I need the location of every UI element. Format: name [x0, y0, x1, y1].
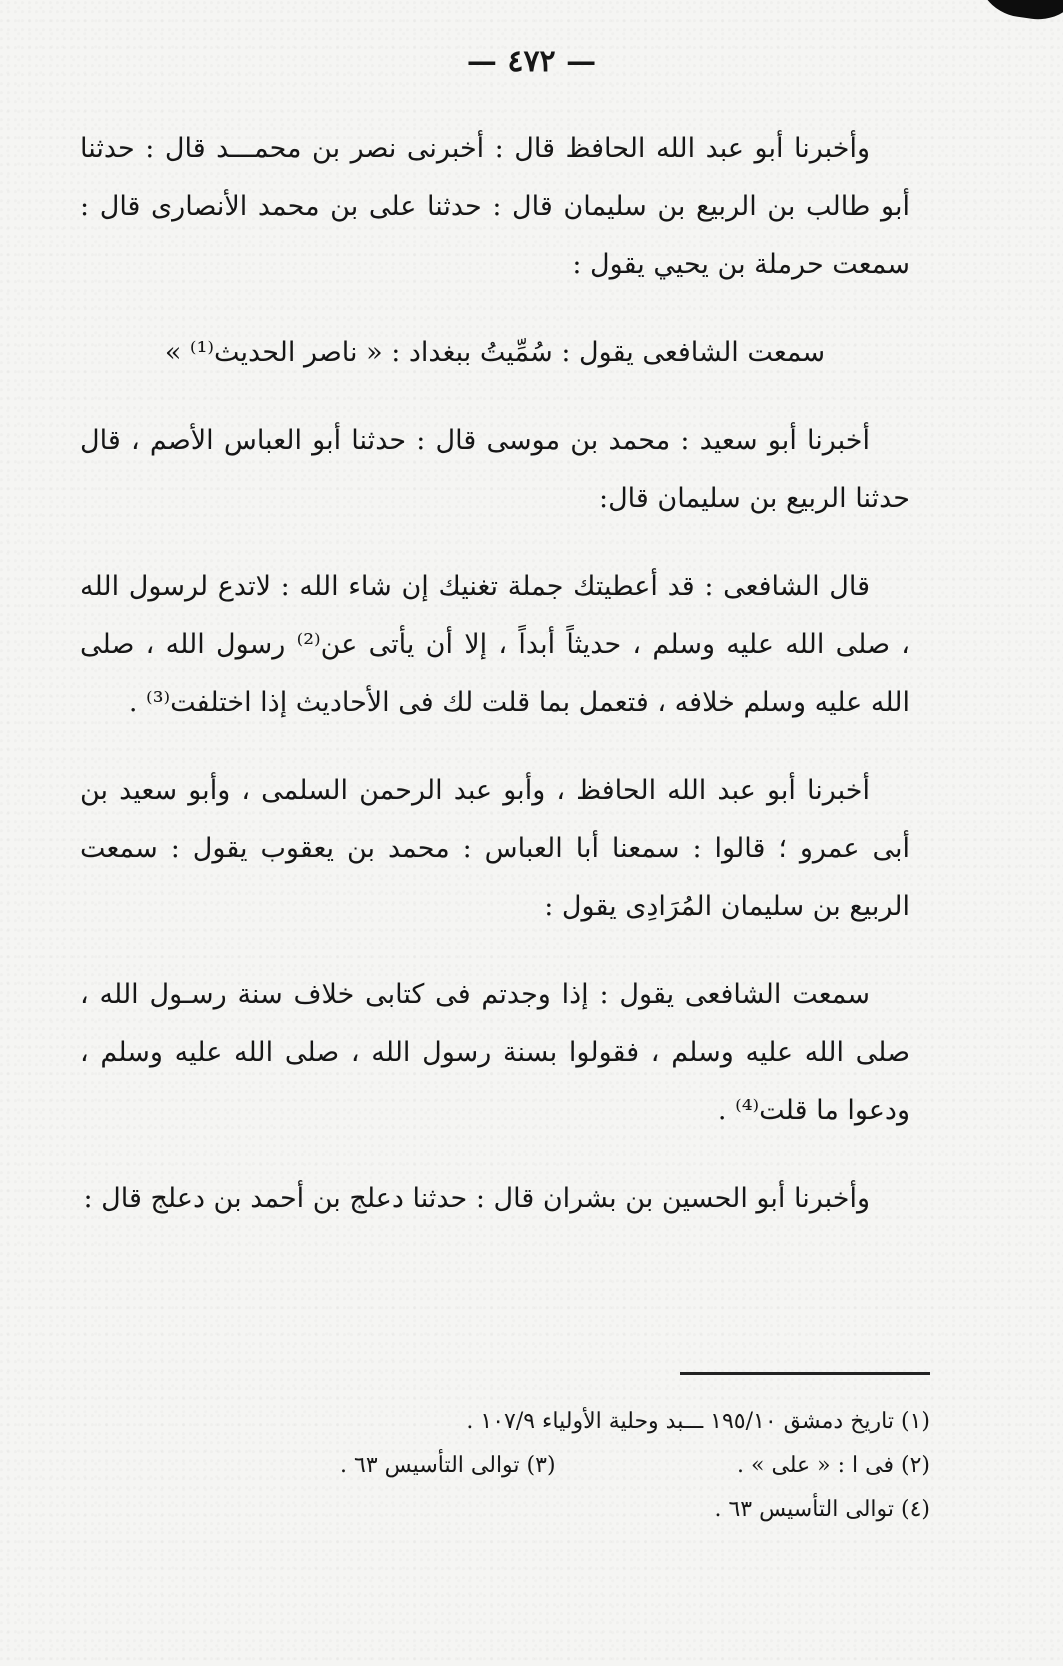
paragraph-2: سمعت الشافعى يقول : سُمِّيتُ ببغداد : « ناصر الحديث⁽¹⁾ »: [164, 337, 826, 368]
corner-ink-blot: [970, 0, 1063, 25]
footnote-row-2: [260, 1444, 930, 1488]
paragraph-7: وأخبرنا أبو الحسين بن بشران قال : حدثنا دعلج بن أحمد بن دعلج قال :: [83, 1183, 870, 1214]
page-number: — ٤٧٢ —: [466, 44, 597, 79]
paragraph-5: أخبرنا أبو عبد الله الحافظ ، وأبو عبد الرحمن السلمى ، وأبو سعيد بن أبى عمرو ؛ قالوا : سمعنا أبا العباس : محمد بن يعقوب يقول : سمعت الربيع بن سليمان المُرَادِى يقول :: [80, 775, 910, 922]
footnotes: [260, 1400, 930, 1532]
main-text-block: [80, 120, 910, 1258]
paragraph-1: وأخبرنا أبو عبد الله الحافظ قال : أخبرنى نصر بن محمـــد قال : حدثنا أبو طالب بن الربيع بن سليمان قال : حدثنا على بن محمد الأنصارى قال : سمعت حرملة بن يحيي يقول :: [80, 133, 910, 280]
footnote-1: (١) تاريخ دمشق ١٩٥/١٠ ـــبد وحلية الأولياء ١٠٧/٩ .: [466, 1409, 930, 1434]
footnote-3: (٣) توالى التأسيس ٦٣ .: [340, 1453, 556, 1478]
paragraph-6: سمعت الشافعى يقول : إذا وجدتم فى كتابى خلاف سنة رسـول الله ، صلى الله عليه وسلم ، فقولوا بسنة رسول الله ، صلى الله عليه وسلم ، ودعوا ما قلت⁽⁴⁾ .: [80, 979, 910, 1126]
paragraph-4: قال الشافعى : قد أعطيتك جملة تغنيك إن شاء الله : لاتدع لرسول الله ، صلى الله عليه وسلم ، حديثاً أبداً ، إلا أن يأتى عن⁽²⁾ رسول الله ، صلى الله عليه وسلم خلافه ، فتعمل بما قلت لك فى الأحاديث إذا اختلفت⁽³⁾ .: [80, 571, 910, 718]
footnote-row-3: [260, 1488, 930, 1532]
paragraph-3: أخبرنا أبو سعيد : محمد بن موسى قال : حدثنا أبو العباس الأصم ، قال حدثنا الربيع بن سليمان قال:: [80, 425, 910, 514]
footnote-row-1: [260, 1400, 930, 1444]
footnote-2: (٢) فى ا : « على » .: [737, 1453, 930, 1478]
footnote-divider: [680, 1372, 930, 1375]
footnote-4: (٤) توالى التأسيس ٦٣ .: [714, 1497, 930, 1522]
